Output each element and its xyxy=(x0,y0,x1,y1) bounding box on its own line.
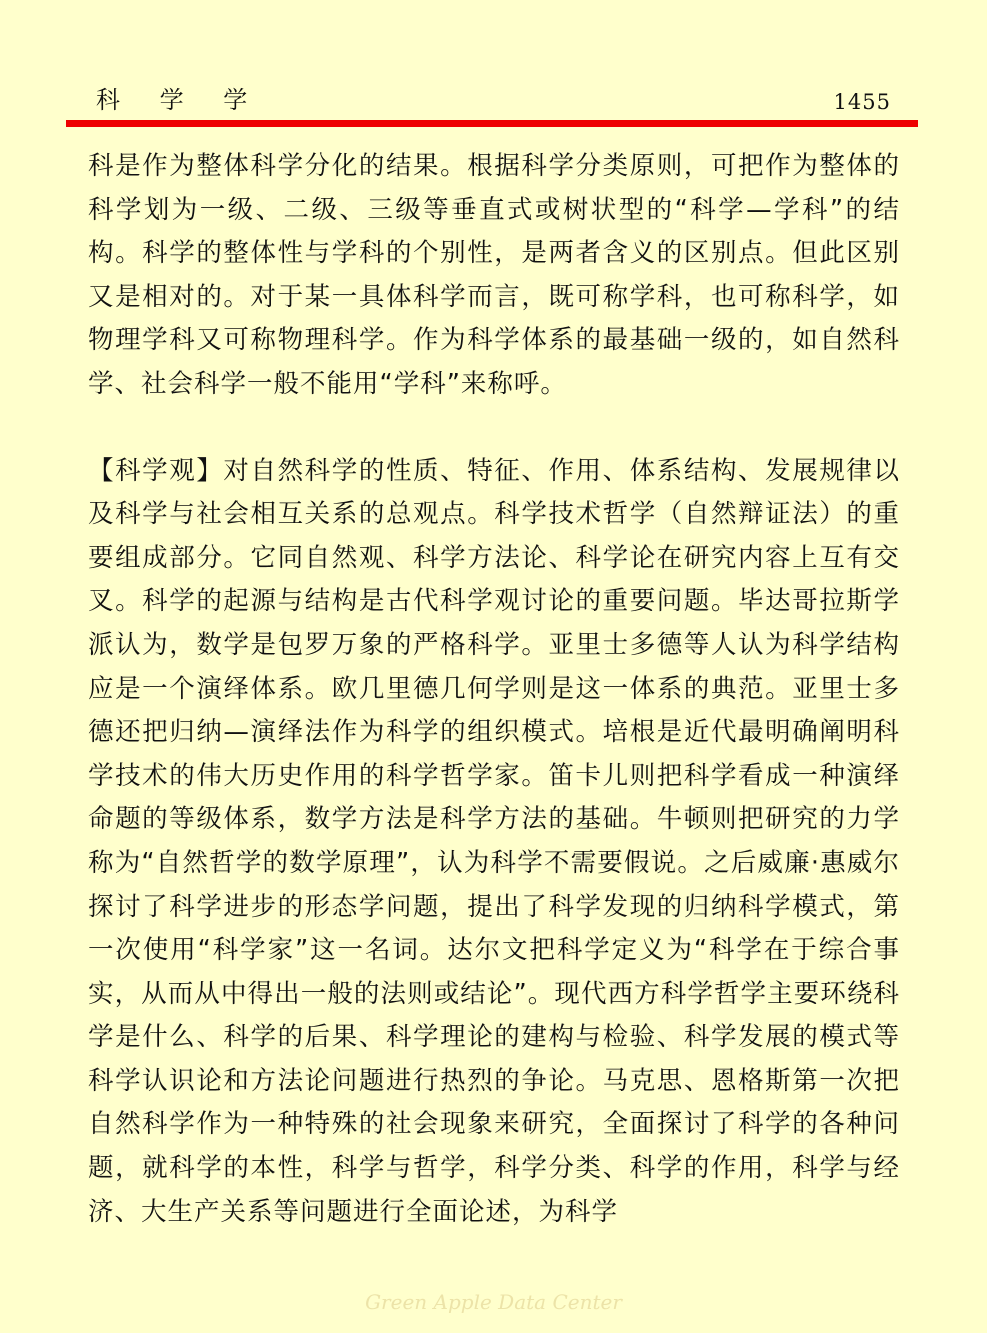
header-divider xyxy=(66,120,918,127)
running-title: 科 学 学 xyxy=(96,86,264,114)
paragraph-view-of-science: 【科学观】对自然科学的性质、特征、作用、体系结构、发展规律以及科学与社会相互关系的总观点。科学技术哲学（自然辩证法）的重要组成部分。它同自然观、科学方法论、科学论在研究内容上互有交叉。科学的起源与结构是古代科学观讨论的重要问题。毕达哥拉斯学派认为，数学是包罗万象的严格科学。亚里士多德等人认为科学结构应是一个演绎体系。欧几里德几何学则是这一体系的典范。亚里士多德还把归纳—演绎法作为科学的组织模式。培根是近代最明确阐明科学技术的伟大历史作用的科学哲学家。笛卡儿则把科学看成一种演绎命题的等级体系，数学方法是科学方法的基础。牛顿则把研究的力学称为“自然哲学的数学原理”，认为科学不需要假说。之后威廉·惠威尔探讨了科学进步的形态学问题，提出了科学发现的归纳科学模式，第一次使用“科学家”这一名词。达尔文把科学定义为“科学在于综合事实，从而从中得出一般的法则或结论”。现代西方科学哲学主要环绕科学是什么、科学的后果、科学理论的建构与检验、科学发展的模式等科学认识论和方法论问题进行热烈的争论。马克思、恩格斯第一次把自然科学作为一种特殊的社会现象来研究，全面探讨了科学的各种问题，就科学的本性，科学与哲学，科学分类、科学的作用，科学与经济、大生产关系等问题进行全面论述，为科学 xyxy=(88,455,900,1227)
paragraph-subject-discipline: 科是作为整体科学分化的结果。根据科学分类原则，可把作为整体的科学划为一级、二级、三级等垂直式或树状型的“科学—学科”的结构。科学的整体性与学科的个别性，是两者含义的区别点。但此区别又是相对的。对于某一具体科学而言，既可称学科，也可称科学，如物理学科又可称物理科学。作为科学体系的最基础一级的，如自然科学、社会科学一般不能用“学科”来称呼。 xyxy=(88,151,900,399)
watermark: Green Apple Data Center xyxy=(365,1290,622,1314)
page-number: 1455 xyxy=(833,90,891,114)
page-body xyxy=(88,145,900,1234)
